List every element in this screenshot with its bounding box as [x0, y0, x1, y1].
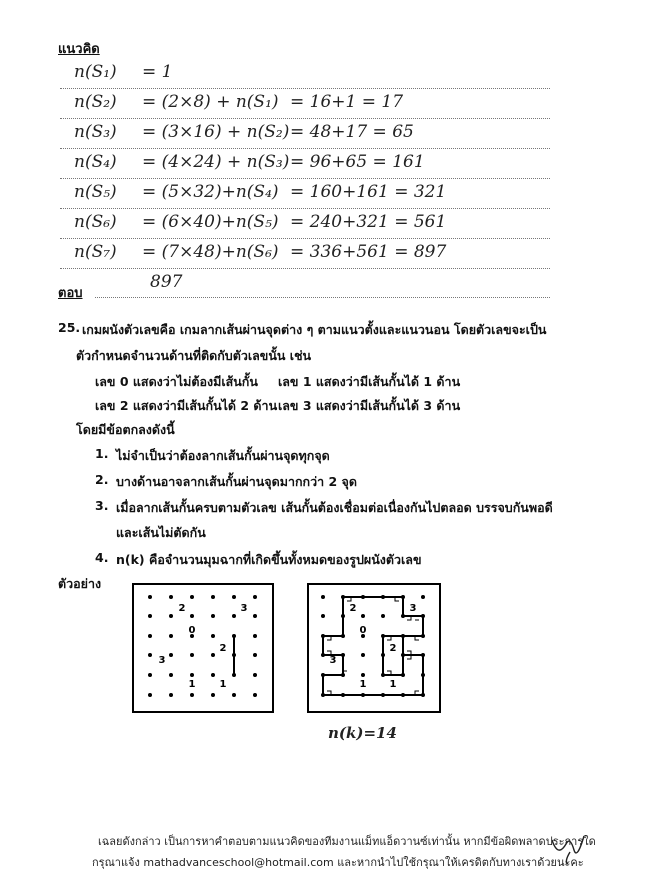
grid-number: 3	[158, 655, 166, 666]
condition-text: เมื่อลากเส้นกั้นครบตามตัวเลข เส้นกั้นต้องเชื่อมต่อเนื่องกันไปตลอด บรรจบกันพอดี	[116, 500, 553, 515]
condition-text: n(k) คือจำนวนมุมฉากที่เกิดขึ้นทั้งหมดของรูปผนังตัวเลข	[116, 552, 422, 567]
grid-number: 0	[359, 625, 367, 636]
rule-three: เลข 3 แสดงว่ามีเส้นกั้นได้ 3 ด้าน	[278, 398, 461, 413]
answer-label: ตอบ	[58, 286, 83, 301]
solution-row: n(S₁) = 1	[60, 58, 550, 89]
grid-number: 3	[409, 603, 417, 614]
grid-number: 1	[219, 679, 227, 690]
condition-number: 4.	[95, 550, 109, 565]
grid-number: 1	[389, 679, 397, 690]
grid-number: 2	[389, 643, 397, 654]
rule-zero: เลข 0 แสดงว่าไม่ต้องมีเส้นกั้น	[95, 374, 258, 389]
grid-number: 1	[188, 679, 196, 690]
solution-row: n(S₆) = (6×40)+n(S₅) = 240+321 = 561	[60, 208, 550, 239]
solution-row: n(S₇) = (7×48)+n(S₆) = 336+561 = 897	[60, 238, 550, 269]
condition-number: 2.	[95, 472, 109, 487]
solution-row: n(S₅) = (5×32)+n(S₄) = 160+161 = 321	[60, 178, 550, 209]
condition-number: 3.	[95, 498, 109, 513]
condition-text: ไม่จำเป็นว่าต้องลากเส้นกั้นผ่านจุดทุกจุด	[116, 448, 330, 463]
solution-heading: แนวคิด	[58, 42, 100, 57]
problem-intro-line1: เกมผนังตัวเลขคือ เกมลากเส้นผ่านจุดต่าง ๆ ตามแนวตั้งและแนวนอน โดยตัวเลขจะเป็น	[82, 322, 547, 337]
grid-number: 2	[178, 603, 186, 614]
example-grid-solved	[307, 583, 441, 713]
signature-mark	[548, 830, 592, 866]
grid-number: 2	[349, 603, 357, 614]
grid-number: 0	[188, 625, 196, 636]
problem-intro-line2: ตัวกำหนดจำนวนด้านที่ติดกับตัวเลขนั้น เช่น	[76, 348, 312, 363]
solution-row: n(S₃) = (3×16) + n(S₂) = 48+17 = 65	[60, 118, 550, 149]
conditions-title: โดยมีข้อตกลงดังนี้	[76, 422, 175, 437]
answer-underline	[95, 297, 550, 298]
example-label: ตัวอย่าง	[58, 576, 102, 591]
rule-one: เลข 1 แสดงว่ามีเส้นกั้นได้ 1 ด้าน	[278, 374, 461, 389]
solution-row: n(S₂) = (2×8) + n(S₁) = 16+1 = 17	[60, 88, 550, 119]
footer-disclaimer: เฉลยดังกล่าว เป็นการหาคำตอบตามแนวคิดของทีมงานแม็ทแอ็ดวานซ์เท่านั้น หากมีข้อผิดพลาดประการใด	[98, 835, 596, 848]
grid-number: 1	[359, 679, 367, 690]
condition-text-continued: และเส้นไม่ตัดกัน	[116, 525, 206, 540]
problem-number: 25.	[58, 320, 81, 335]
example-grid-unsolved	[132, 583, 274, 713]
example-result: n(k)=14	[328, 724, 397, 742]
footer-contact: กรุณาแจ้ง mathadvanceschool@hotmail.com และหากนำไปใช้กรุณาให้เครดิตกับทางเราด้วยนะคะ	[92, 856, 584, 869]
grid-number: 2	[219, 643, 227, 654]
condition-text: บางด้านอาจลากเส้นกั้นผ่านจุดมากกว่า 2 จุด	[116, 474, 358, 489]
condition-number: 1.	[95, 446, 109, 461]
grid-number: 3	[240, 603, 248, 614]
grid-number: 3	[329, 655, 337, 666]
solution-row: n(S₄) = (4×24) + n(S₃) = 96+65 = 161	[60, 148, 550, 179]
answer-value: 897	[150, 272, 183, 292]
rule-two: เลข 2 แสดงว่ามีเส้นกั้นได้ 2 ด้าน	[95, 398, 278, 413]
